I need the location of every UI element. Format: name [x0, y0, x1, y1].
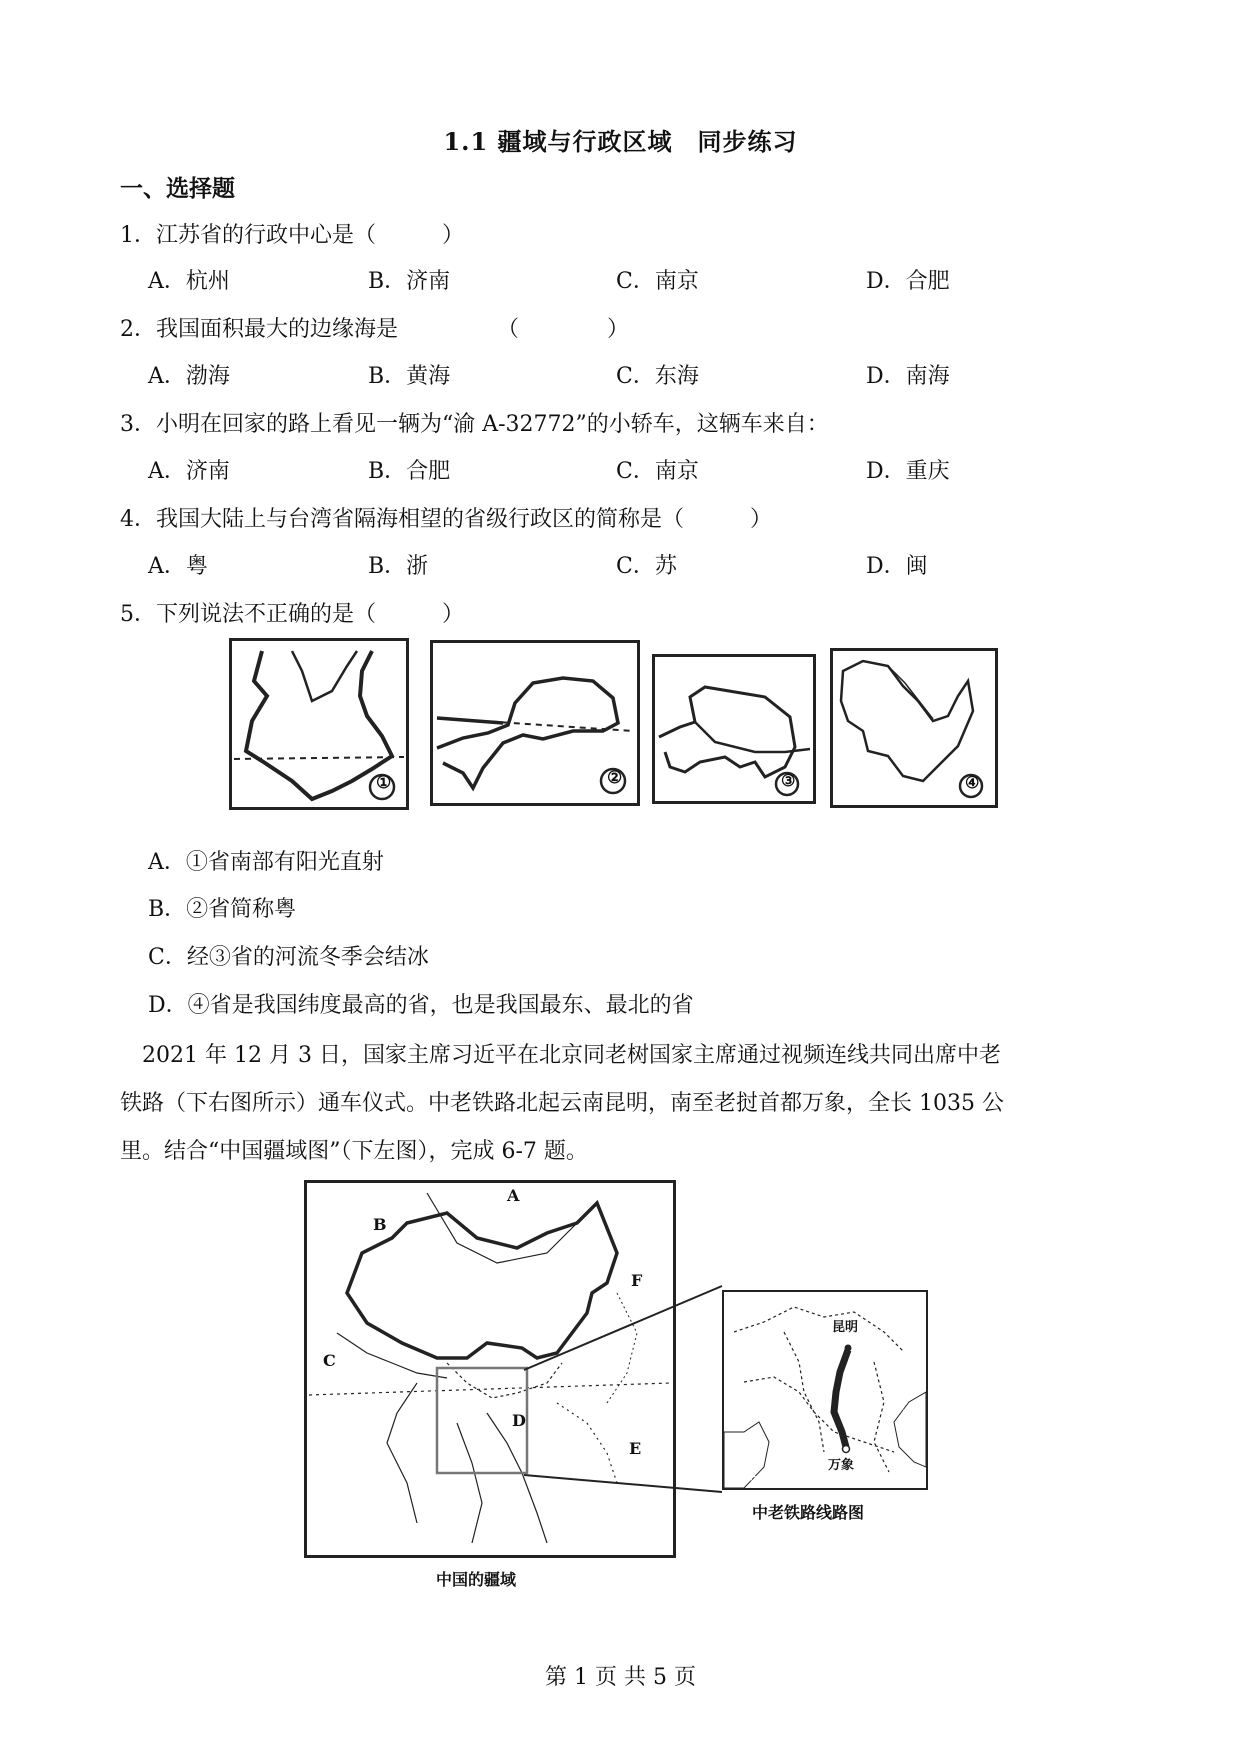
question-4-option-d[interactable]: D．闽: [866, 554, 928, 579]
map-label-d: D: [512, 1411, 526, 1430]
map-label-e: E: [629, 1439, 642, 1458]
page-footer: 第 1 页 共 5 页: [545, 1665, 696, 1690]
question-2-option-d[interactable]: D．南海: [866, 364, 950, 389]
map-label-f: F: [631, 1271, 643, 1290]
passage-line-2: 铁路（下右图所示）通车仪式。中老铁路北起云南昆明，南至老挝首都万象，全长 1035 公: [120, 1091, 1004, 1116]
sea-label-right: 海洋: [902, 1410, 916, 1441]
question-3-option-a[interactable]: A．济南: [148, 459, 230, 484]
china-laos-railway-drawing: [724, 1292, 926, 1488]
question-1-option-d[interactable]: D．合肥: [866, 269, 950, 294]
question-5-stem: 5．下列说法不正确的是（ ）: [120, 602, 464, 627]
question-3-stem: 3．小明在回家的路上看见一辆为“渝 A-32772”的小轿车，这辆车来自：: [120, 412, 829, 437]
map-label-b: B: [373, 1215, 387, 1234]
question-4-option-b[interactable]: B．浙: [368, 554, 429, 579]
question-3-option-c[interactable]: C．南京: [616, 459, 699, 484]
section-heading: 一、选择题: [120, 175, 235, 202]
province-figure-3: [652, 654, 816, 804]
question-2-option-b[interactable]: B．黄海: [368, 364, 451, 389]
question-5-option-d[interactable]: D．④省是我国纬度最高的省，也是我国最东、最北的省: [148, 993, 694, 1018]
question-1-option-c[interactable]: C．南京: [616, 269, 699, 294]
province-figure-1: [229, 638, 409, 810]
question-2-option-c[interactable]: C．东海: [616, 364, 699, 389]
passage-line-3: 里。结合“中国疆域图”（下左图），完成 6-7 题。: [120, 1139, 588, 1164]
question-3-option-d[interactable]: D．重庆: [866, 459, 950, 484]
vientiane-label: 万象: [828, 1458, 855, 1473]
question-1-stem: 1．江苏省的行政中心是（ ）: [120, 223, 464, 248]
province-2-marker: ②: [607, 768, 623, 788]
question-2-stem: 2．我国面积最大的边缘海是 （ ）: [120, 317, 629, 342]
question-4-option-a[interactable]: A．粤: [148, 554, 208, 579]
china-laos-railway-map: [722, 1290, 928, 1490]
province-4-marker: ④: [965, 773, 980, 792]
question-3-option-b[interactable]: B．合肥: [368, 459, 451, 484]
document-title: 1.1 疆域与行政区域 同步练习: [443, 127, 798, 156]
province-1-marker: ①: [376, 773, 392, 793]
kunming-label: 昆明: [832, 1320, 859, 1335]
province-figure-2: [430, 640, 640, 806]
map-label-c: C: [323, 1351, 336, 1370]
inset-connector-lines: [520, 1280, 730, 1500]
question-1-option-b[interactable]: B．济南: [368, 269, 451, 294]
question-1-option-a[interactable]: A．杭州: [148, 269, 230, 294]
china-map-caption: 中国的疆域: [436, 1570, 517, 1589]
province-figure-4: [830, 648, 998, 808]
question-2-option-a[interactable]: A．渤海: [148, 364, 230, 389]
sea-label-left: 海洋: [730, 1468, 757, 1483]
question-5-option-c[interactable]: C．经③省的河流冬季会结冰: [148, 945, 429, 970]
railway-map-caption: 中老铁路线路图: [752, 1503, 865, 1522]
passage-line-1: 2021 年 12 月 3 日，国家主席习近平在北京同老树国家主席通过视频连线共同出席中老: [120, 1043, 1001, 1068]
question-4-option-c[interactable]: C．苏: [616, 554, 677, 579]
question-4-stem: 4．我国大陆上与台湾省隔海相望的省级行政区的简称是（ ）: [120, 507, 772, 532]
question-5-option-a[interactable]: A．①省南部有阳光直射: [148, 850, 384, 875]
province-3-marker: ③: [781, 771, 796, 790]
question-5-option-b[interactable]: B．②省简称粤: [148, 897, 297, 922]
map-label-a: A: [507, 1186, 520, 1205]
